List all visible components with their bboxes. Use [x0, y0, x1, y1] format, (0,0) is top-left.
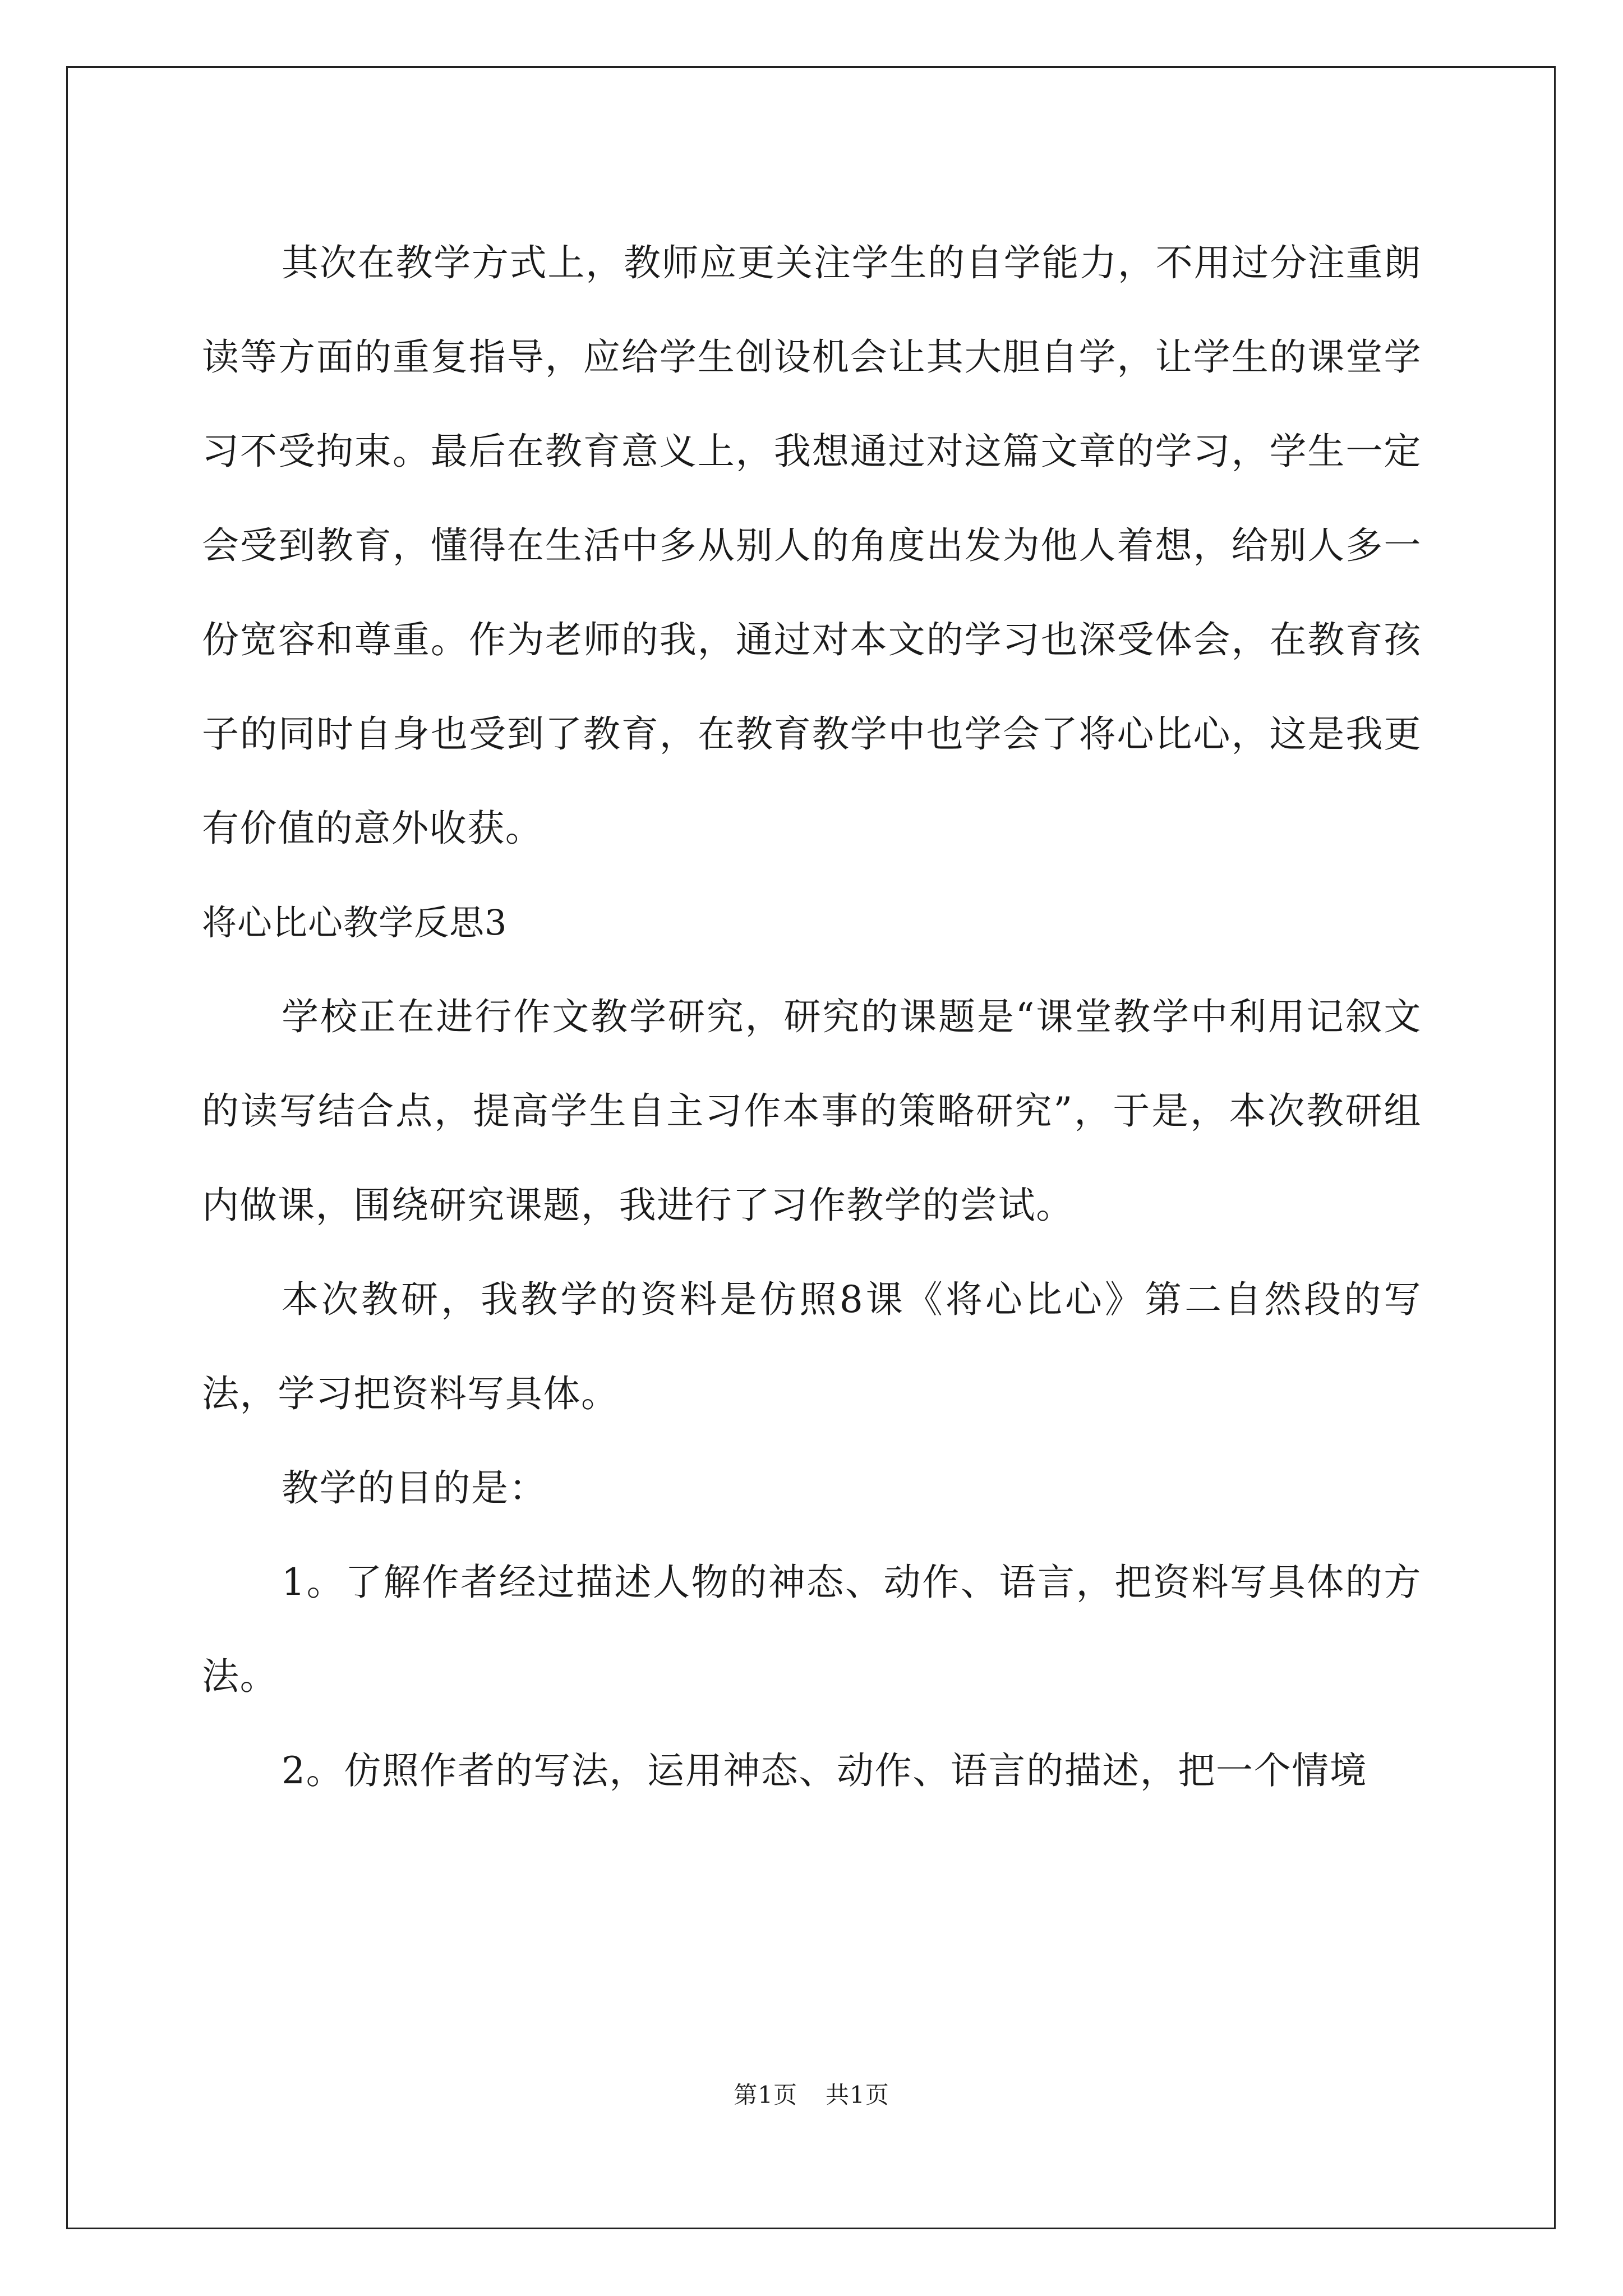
section-heading: 将心比心教学反思3 — [202, 902, 508, 943]
paragraph-goal-2: 2。仿照作者的写法，运用神态、动作、语言的描述，把一个情境 — [282, 1749, 1368, 1792]
paragraph-teaching-method: 其次在教学方式上，教师应更关注学生的自学能力，不用过分注重朗读等方面的重复指导，应给学生创设机会让其大胆自学，让学生的课堂学习不受拘束。最后在教育意义上，我想通过对这篇文章的学习，学生一定会受到教育，懂得在生活中多从别人的角度出发为他人着想，给别人多一份宽容和尊重。作为老师的我，通过对本文的学习也深受体会，在教育孩子的同时自身也受到了教育，在教育教学中也学会了将心比心，这是我更有价值的意外收获。 — [202, 241, 1422, 850]
paragraph-goals-intro: 教学的目的是： — [282, 1466, 547, 1510]
page-total: 共1页 — [826, 2081, 889, 2109]
paragraph-goal-1: 1。了解作者经过描述人物的神态、动作、语言，把资料写具体的方法。 — [202, 1561, 1422, 1698]
paragraph-lesson-content: 本次教研，我教学的资料是仿照8课《将心比心》第二自然段的写法，学习把资料写具体。 — [202, 1278, 1422, 1415]
page-footer — [0, 2078, 1623, 2112]
page-number: 第1页 — [734, 2081, 797, 2109]
paragraph-research-topic: 学校正在进行作文教学研究，研究的课题是“课堂教学中利用记叙文的读写结合点，提高学生自主习作本事的策略研究”，于是，本次教研组内做课，围绕研究课题，我进行了习作教学的尝试。 — [202, 995, 1422, 1227]
document-body — [202, 216, 1422, 1818]
